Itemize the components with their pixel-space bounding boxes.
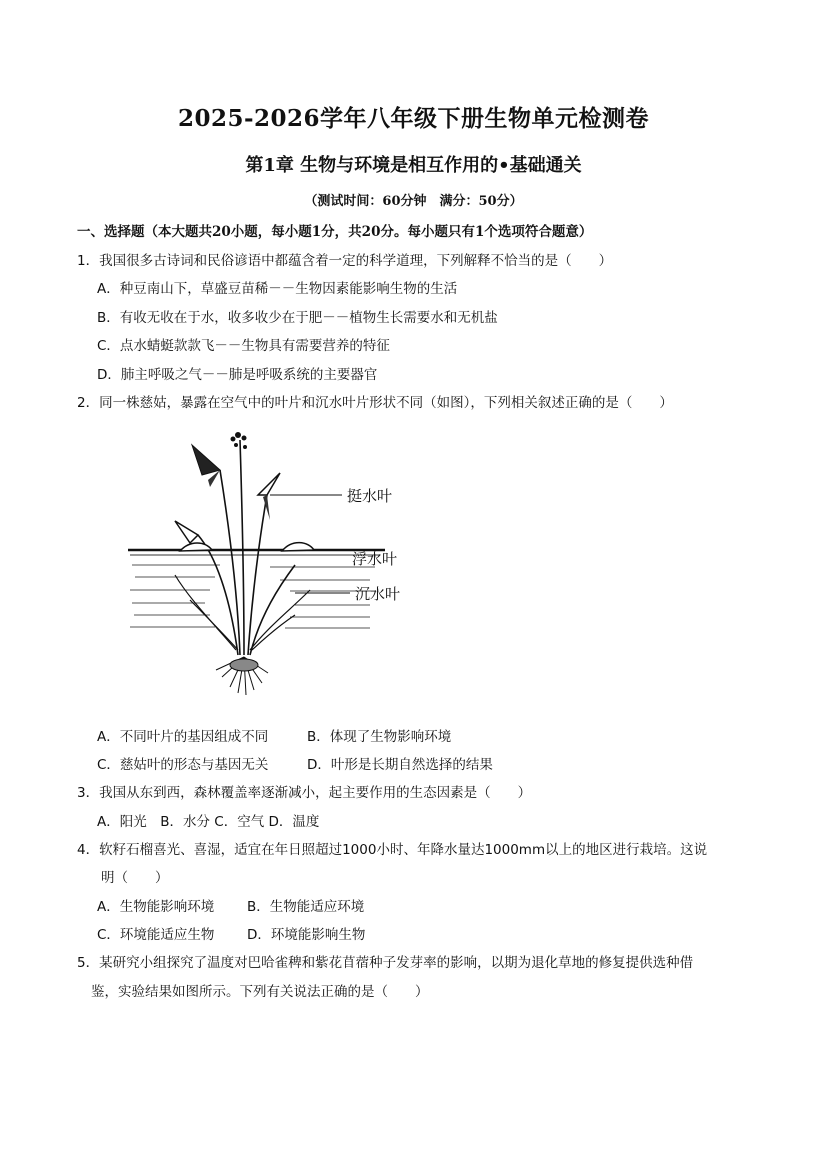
question-4-stem: 4．软籽石榴喜光、喜湿，适宜在年日照超过1000小时、年降水量达1000mm以上的地区进行栽培。这说 xyxy=(77,842,708,858)
question-1-stem: 1．我国很多古诗词和民俗谚语中都蕴含着一定的科学道理，下列解释不恰当的是（ ） xyxy=(77,253,613,269)
question-5-stem-cont: 鉴，实验结果如图所示。下列有关说法正确的是（ ） xyxy=(91,984,429,1000)
question-4-option-d: D．环境能影响生物 xyxy=(247,927,366,943)
question-2-stem: 2．同一株慈姑，暴露在空气中的叶片和沉水叶片形状不同（如图），下列相关叙述正确的是（ ） xyxy=(77,395,673,411)
exam-info: （测试时间：60分钟 满分：50分） xyxy=(304,194,523,209)
question-3-stem: 3．我国从东到西，森林覆盖率逐渐减小，起主要作用的生态因素是（ ） xyxy=(77,785,532,801)
question-2-option-a: A．不同叶片的基因组成不同 xyxy=(97,729,269,745)
question-1-option-d: D．肺主呼吸之气－－肺是呼吸系统的主要器官 xyxy=(97,367,378,383)
question-1-option-b: B．有收无收在于水，收多收少在于肥－－植物生长需要水和无机盐 xyxy=(97,310,498,326)
exam-title: 2025-2026学年八年级下册生物单元检测卷 xyxy=(177,105,650,132)
question-4-option-b: B．生物能适应环境 xyxy=(247,899,365,915)
question-4-stem-cont: 明（ ） xyxy=(101,870,169,886)
question-2-option-d: D．叶形是长期自然选择的结果 xyxy=(307,757,493,773)
chapter-subtitle: 第1章 生物与环境是相互作用的•基础通关 xyxy=(245,155,582,176)
question-5-stem: 5．某研究小组探究了温度对巴哈雀稗和紫花苜蓿种子发芽率的影响，以期为退化草地的修复提供选种借 xyxy=(77,955,694,971)
question-2-option-c: C．慈姑叶的形态与基因无关 xyxy=(97,757,269,773)
arrowhead-plant-figure xyxy=(120,425,430,705)
question-4-option-c: C．环境能适应生物 xyxy=(97,927,215,943)
question-4-option-a: A．生物能影响环境 xyxy=(97,899,215,915)
question-2-option-b: B．体现了生物影响环境 xyxy=(307,729,452,745)
label-submerged-leaf: 沉水叶 xyxy=(355,585,401,603)
question-1-option-c: C．点水蜻蜓款款飞－－生物具有需要营养的特征 xyxy=(97,338,390,354)
label-emergent-leaf: 挺水叶 xyxy=(347,487,393,505)
question-3-options: A．阳光 B．水分 C．空气 D．温度 xyxy=(97,814,320,830)
label-floating-leaf: 浮水叶 xyxy=(352,550,398,568)
section-heading: 一、选择题（本大题共20小题，每小题1分，共20分。每小题只有1个选项符合题意） xyxy=(77,224,593,240)
question-1-option-a: A．种豆南山下，草盛豆苗稀－－生物因素能影响生物的生活 xyxy=(97,281,458,297)
